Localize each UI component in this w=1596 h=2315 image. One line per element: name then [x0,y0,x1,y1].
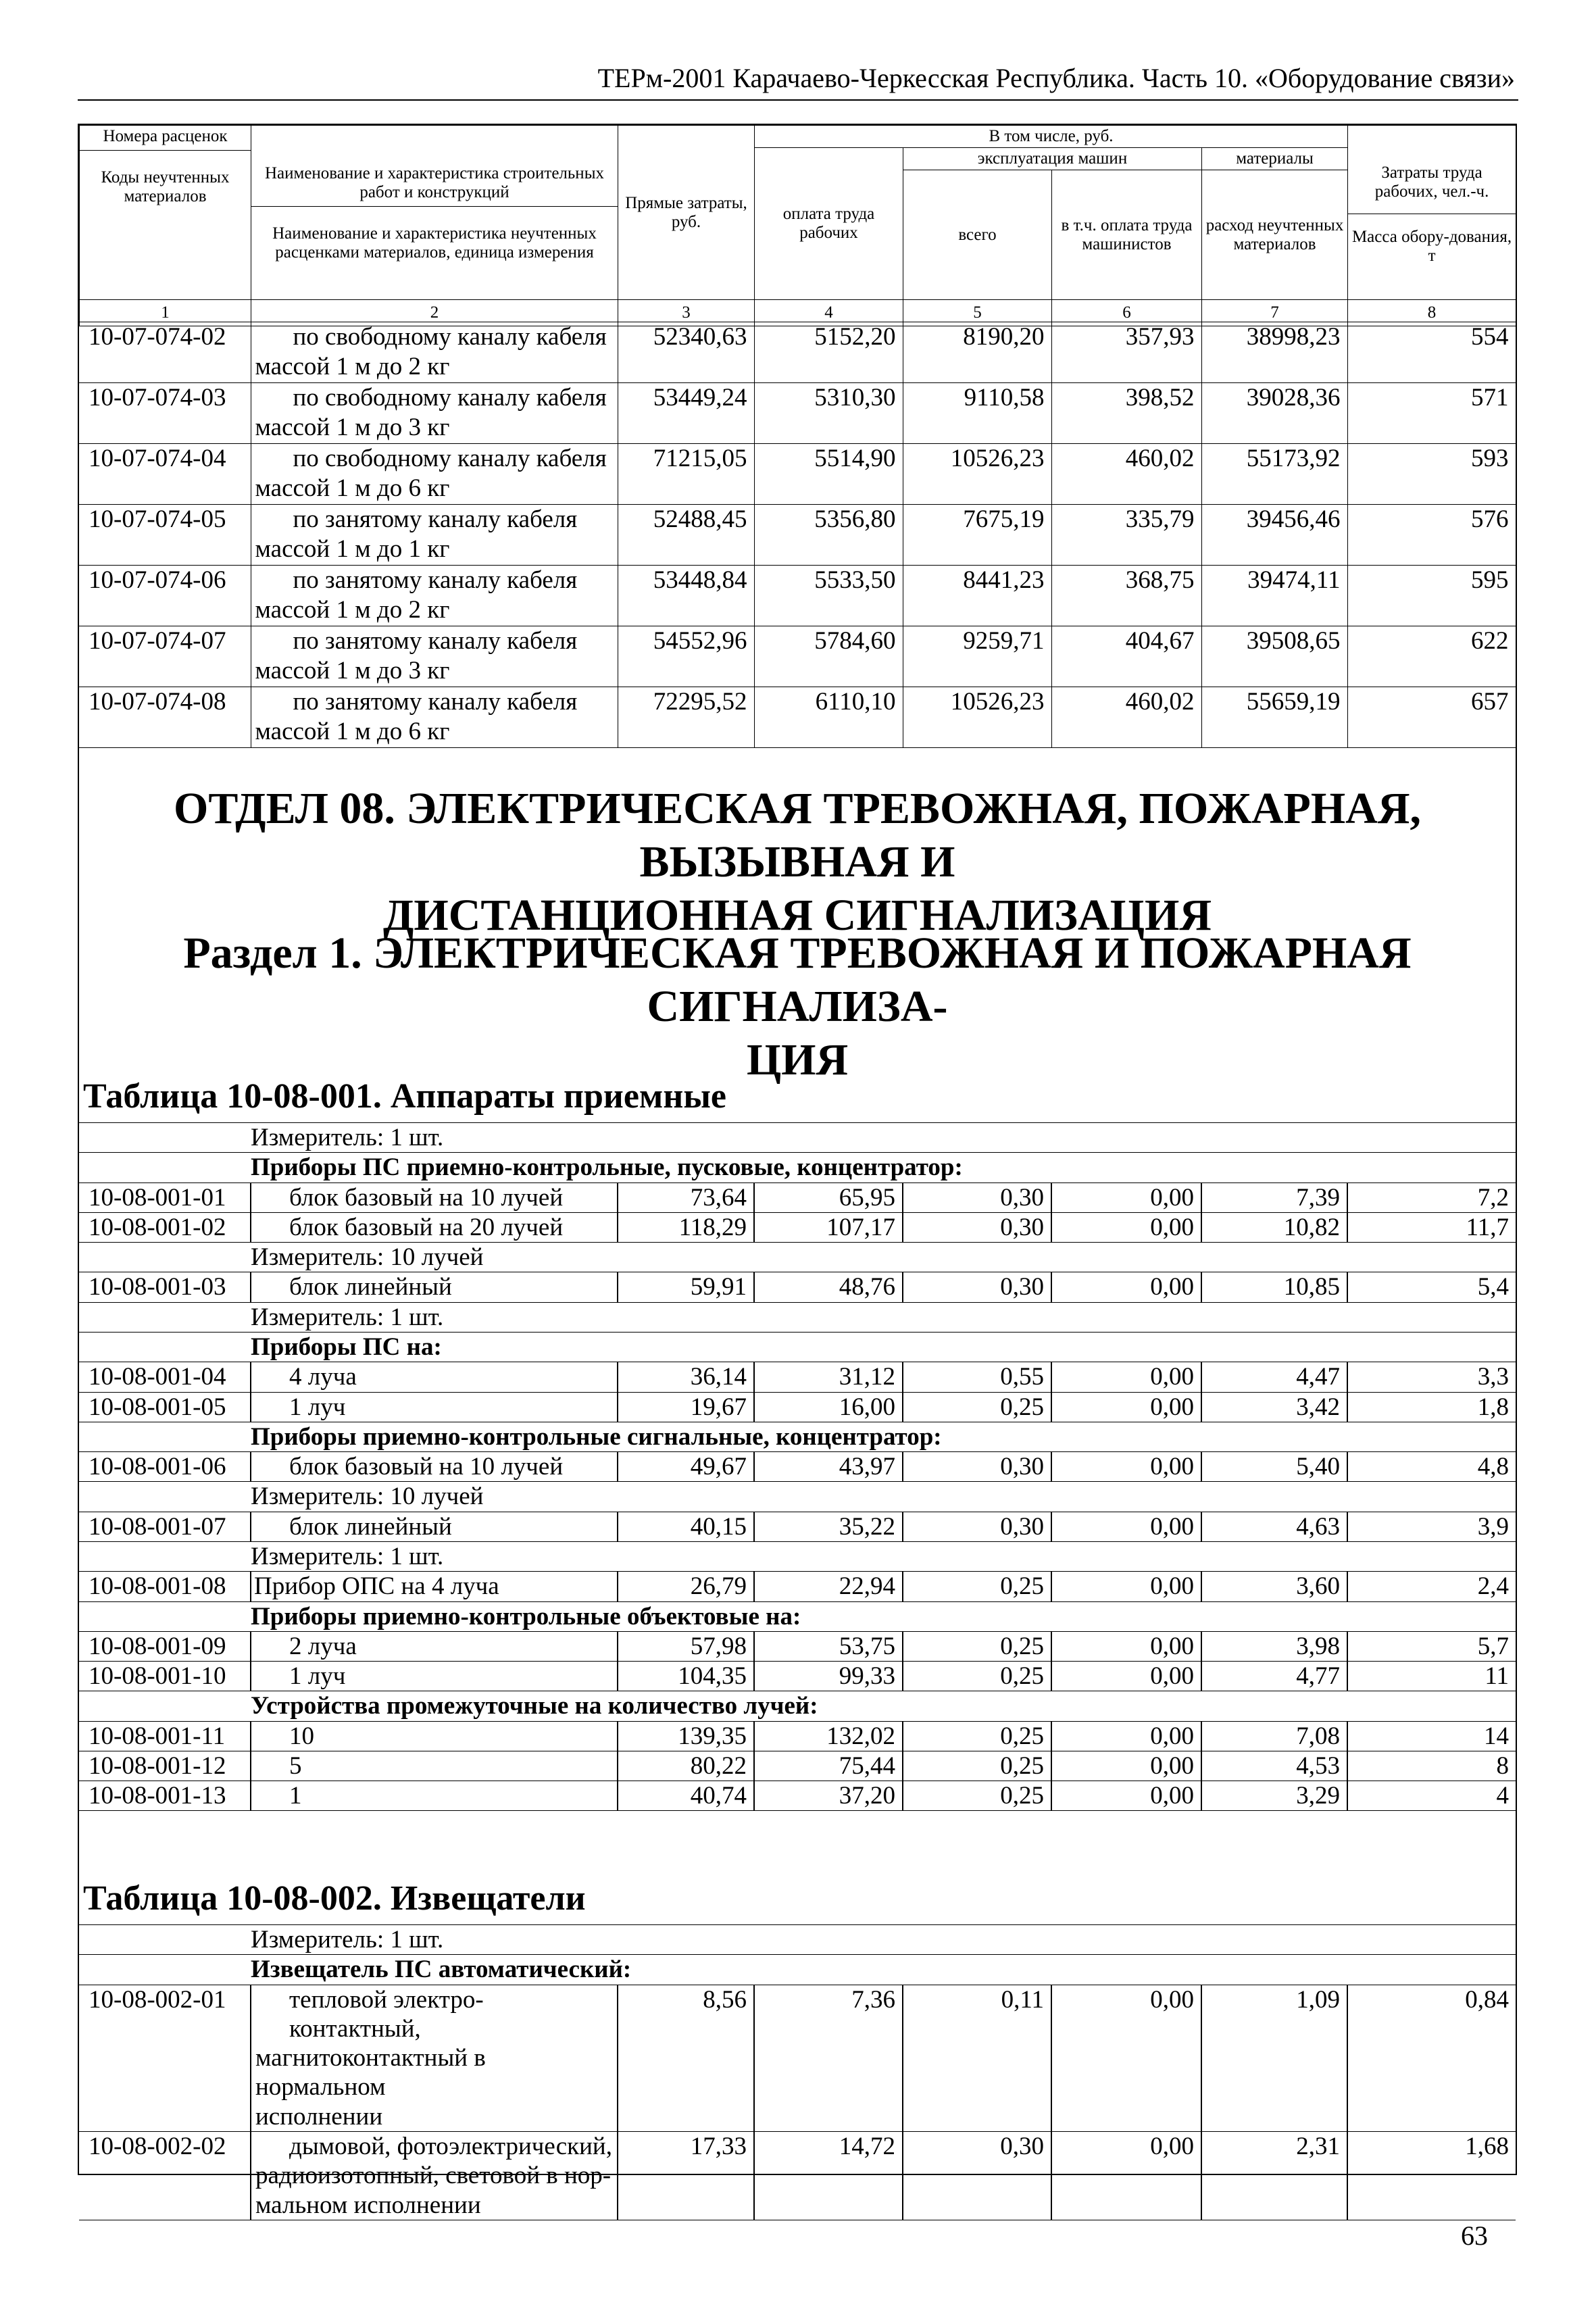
value-cell: 16,00 [754,1392,903,1422]
value-cell: 132,02 [754,1721,903,1751]
value-cell: 6110,10 [754,687,903,748]
value-cell: 99,33 [754,1662,903,1691]
description-line: массой 1 м до 3 кг [255,656,450,684]
column-number-row: 1 2 3 4 5 6 7 8 [80,300,1516,326]
value-cell: 57,98 [618,1631,754,1661]
rate-code: 10-08-001-02 [79,1212,251,1242]
value-cell: 39028,36 [1201,383,1347,444]
group-row [79,1691,1516,1721]
rate-code: 10-07-074-07 [79,626,251,687]
table-row [79,1212,1516,1242]
value-cell: 0,00 [1051,1572,1201,1601]
table-row [79,1662,1516,1691]
description-line: дымовой, фотоэлектрический, [289,2132,612,2160]
col-materials-header: материалы [1202,148,1348,170]
section-title: Раздел 1. ЭЛЕКТРИЧЕСКАЯ ТРЕВОЖНАЯ И ПОЖАРНАЯ СИГНАЛИЗА- ЦИЯ [183,928,1412,1085]
value-cell: 37,20 [754,1781,903,1811]
value-cell: 72295,52 [618,687,754,748]
value-cell: 0,25 [903,1631,1051,1661]
value-cell: 55173,92 [1201,444,1347,505]
description-line: массой 1 м до 6 кг [255,717,450,745]
table-row [79,1362,1516,1392]
rate-description: блок базовый на 10 лучей [251,1183,618,1212]
value-cell: 0,00 [1051,1183,1201,1212]
rate-description: блок базовый на 10 лучей [251,1452,618,1482]
table-row [79,1272,1516,1302]
table-row [79,505,1516,566]
table-row [79,626,1516,687]
rate-description [251,566,618,626]
running-header: ТЕРм-2001 Карачаево-Черкесская Республика. Часть 10. «Оборудование связи» [597,63,1515,93]
value-cell: 0,30 [903,1183,1051,1212]
value-cell: 593 [1347,444,1516,505]
rate-description [251,444,618,505]
rate-description: 1 луч [251,1392,618,1422]
value-cell: 8,56 [618,1985,754,2131]
value-cell: 595 [1347,566,1516,626]
value-cell: 35,22 [754,1512,903,1541]
value-cell: 104,35 [618,1662,754,1691]
value-cell: 55659,19 [1201,687,1347,748]
value-cell: 0,30 [903,1512,1051,1541]
value-cell: 0,30 [903,2131,1051,2220]
rate-code: 10-08-001-08 [79,1572,251,1601]
value-cell: 1,68 [1347,2131,1516,2220]
rate-code: 10-08-001-10 [79,1662,251,1691]
col-including-header: В том числе, руб. [755,126,1348,148]
value-cell: 40,74 [618,1781,754,1811]
value-cell: 0,00 [1051,1272,1201,1302]
value-cell: 139,35 [618,1721,754,1751]
group-heading: Устройства промежуточные на количество лучей: [251,1691,1516,1721]
table-2-title: Таблица 10-08-002. Извещатели [83,1879,586,1918]
rate-description: 4 луча [251,1362,618,1392]
value-cell: 48,76 [754,1272,903,1302]
rate-description: Прибор ОПС на 4 луча [251,1572,618,1601]
description-line: мальном исполнении [255,2191,481,2219]
table-row [79,1985,1516,2131]
rate-description [251,687,618,748]
value-cell: 0,25 [903,1781,1051,1811]
value-cell: 5310,30 [754,383,903,444]
group-heading: Извещатель ПС автоматический: [251,1955,1516,1985]
value-cell: 8 [1347,1751,1516,1781]
rate-code: 10-08-001-05 [79,1392,251,1422]
group-row [79,1482,1516,1512]
description-line: по свободному каналу кабеля [293,323,607,351]
unit-measure: Измеритель: 1 шт. [251,1541,1516,1571]
value-cell: 0,00 [1051,1362,1201,1392]
description-line: массой 1 м до 3 кг [255,413,450,441]
value-cell: 31,12 [754,1362,903,1392]
value-cell: 52340,63 [618,322,754,383]
value-cell: 0,11 [903,1985,1051,2131]
col-codes-header: Номера расценок Коды неучтенных материалов [80,126,251,300]
value-cell: 11,7 [1347,1212,1516,1242]
top-rates-table [79,322,1516,748]
value-cell: 53448,84 [618,566,754,626]
value-cell: 4,63 [1201,1512,1347,1541]
description-line: по свободному каналу кабеля [293,384,607,412]
value-cell: 107,17 [754,1212,903,1242]
value-cell: 71215,05 [618,444,754,505]
value-cell: 10,85 [1201,1272,1347,1302]
value-cell: 0,00 [1051,1452,1201,1482]
value-cell: 398,52 [1051,383,1201,444]
group-row [79,1601,1516,1631]
table-1-title: Таблица 10-08-001. Аппараты приемные [83,1077,726,1116]
value-cell: 3,9 [1347,1512,1516,1541]
col-name-header: Наименование и характеристика строительных работ и конструкций Наименование и характеристика неучтенных расценками материалов, единица измерения [251,126,618,300]
value-cell: 9259,71 [903,626,1051,687]
value-cell: 10,82 [1201,1212,1347,1242]
group-row [79,1332,1516,1362]
value-cell: 8441,23 [903,566,1051,626]
value-cell: 0,30 [903,1452,1051,1482]
table-row [79,444,1516,505]
value-cell: 0,55 [903,1362,1051,1392]
value-cell: 80,22 [618,1751,754,1781]
page-number: 63 [1461,2220,1488,2251]
rate-description: блок линейный [251,1272,618,1302]
rate-description [251,626,618,687]
value-cell: 5514,90 [754,444,903,505]
rate-description [251,383,618,444]
value-cell: 118,29 [618,1212,754,1242]
value-cell: 576 [1347,505,1516,566]
value-cell: 5784,60 [754,626,903,687]
rate-code: 10-07-074-05 [79,505,251,566]
value-cell: 404,67 [1051,626,1201,687]
value-cell: 0,00 [1051,1662,1201,1691]
rate-code: 10-08-001-07 [79,1512,251,1541]
value-cell: 4,47 [1201,1362,1347,1392]
value-cell: 39456,46 [1201,505,1347,566]
col-direct-header: Прямые затраты, руб. [618,126,755,300]
unit-measure: Измеритель: 1 шт. [251,1302,1516,1332]
unit-measure: Измеритель: 10 лучей [251,1243,1516,1272]
value-cell: 4,77 [1201,1662,1347,1691]
value-cell: 0,30 [903,1212,1051,1242]
description-line: по занятому каналу кабеля [293,688,578,716]
rate-description: 10 [251,1721,618,1751]
value-cell: 554 [1347,322,1516,383]
rate-description [251,1985,618,2131]
value-cell: 335,79 [1051,505,1201,566]
rate-code: 10-08-001-01 [79,1183,251,1212]
value-cell: 7,36 [754,1985,903,2131]
value-cell: 1,8 [1347,1392,1516,1422]
value-cell: 36,14 [618,1362,754,1392]
col-machines-header: эксплуатация машин [903,148,1202,170]
rate-description [251,505,618,566]
value-cell: 657 [1347,687,1516,748]
value-cell: 8190,20 [903,322,1051,383]
unit-measure: Измеритель: 10 лучей [251,1482,1516,1512]
unit-measure: Измеритель: 1 шт. [251,1925,1516,1955]
value-cell: 7,2 [1347,1183,1516,1212]
value-cell: 368,75 [1051,566,1201,626]
value-cell: 0,00 [1051,1212,1201,1242]
table-row [79,2131,1516,2220]
description-line: массой 1 м до 6 кг [255,474,450,502]
rate-description: 1 [251,1781,618,1811]
description-line: исполнении [255,2102,383,2131]
rate-code: 10-08-002-01 [79,1985,251,2131]
rate-description [251,322,618,383]
value-cell: 622 [1347,626,1516,687]
group-row [79,1243,1516,1272]
table-row [79,1512,1516,1541]
table-row [79,566,1516,626]
group-row [79,1925,1516,1955]
col-machines-total-header: всего [903,170,1052,300]
group-row [79,1302,1516,1332]
header-rule [78,99,1518,101]
value-cell: 49,67 [618,1452,754,1482]
value-cell: 40,15 [618,1512,754,1541]
department-title: ОТДЕЛ 08. ЭЛЕКТРИЧЕСКАЯ ТРЕВОЖНАЯ, ПОЖАРНАЯ, ВЫЗЫВНАЯ И ДИСТАНЦИОННАЯ СИГНАЛИЗАЦИЯ [173,784,1421,941]
value-cell: 10526,23 [903,687,1051,748]
value-cell: 2,4 [1347,1572,1516,1601]
value-cell: 3,60 [1201,1572,1347,1601]
page-frame [78,124,1517,2219]
rate-code: 10-08-001-06 [79,1452,251,1482]
value-cell: 19,67 [618,1392,754,1422]
description-line: магнитоконтактный в нормальном [255,2044,486,2101]
value-cell: 460,02 [1051,444,1201,505]
table-row [79,1751,1516,1781]
rate-description: блок базовый на 20 лучей [251,1212,618,1242]
rate-description: блок линейный [251,1512,618,1541]
group-heading: Приборы приемно-контрольные сигнальные, концентратор: [251,1422,1516,1451]
value-cell: 14 [1347,1721,1516,1751]
value-cell: 0,00 [1051,1512,1201,1541]
rate-code: 10-08-001-03 [79,1272,251,1302]
value-cell: 53449,24 [618,383,754,444]
description-line: массой 1 м до 1 кг [255,534,450,563]
group-heading: Приборы ПС приемно-контрольные, пусковые, концентратор: [251,1153,1516,1183]
value-cell: 4,8 [1347,1452,1516,1482]
table-row [79,687,1516,748]
value-cell: 52488,45 [618,505,754,566]
value-cell: 0,25 [903,1751,1051,1781]
group-row [79,1123,1516,1153]
rate-code: 10-07-074-06 [79,566,251,626]
table-row [79,1721,1516,1751]
value-cell: 54552,96 [618,626,754,687]
table-2 [79,1924,1516,2220]
value-cell: 0,25 [903,1721,1051,1751]
value-cell: 10526,23 [903,444,1051,505]
value-cell: 4 [1347,1781,1516,1811]
value-cell: 0,00 [1051,1392,1201,1422]
value-cell: 38998,23 [1201,322,1347,383]
rate-description: 2 луча [251,1631,618,1661]
table-row [79,1183,1516,1212]
col-labor-pay-header: оплата труда рабочих [755,148,903,300]
description-line: радиоизотопный, световой в нор- [255,2162,612,2190]
value-cell: 22,94 [754,1572,903,1601]
group-heading: Приборы приемно-контрольные объектовые на: [251,1601,1516,1631]
value-cell: 59,91 [618,1272,754,1302]
value-cell: 43,97 [754,1452,903,1482]
value-cell: 3,42 [1201,1392,1347,1422]
value-cell: 460,02 [1051,687,1201,748]
group-row [79,1955,1516,1985]
col-labor-header: Затраты труда рабочих, чел.-ч. Масса обору-дования, т [1348,126,1516,300]
table-row [79,1631,1516,1661]
value-cell: 3,98 [1201,1631,1347,1661]
value-cell: 357,93 [1051,322,1201,383]
rate-code: 10-08-001-09 [79,1631,251,1661]
value-cell: 2,31 [1201,2131,1347,2220]
value-cell: 39474,11 [1201,566,1347,626]
rate-code: 10-08-001-13 [79,1781,251,1811]
value-cell: 0,25 [903,1572,1051,1601]
value-cell: 0,84 [1347,1985,1516,2131]
rate-code: 10-07-074-08 [79,687,251,748]
group-heading: Приборы ПС на: [251,1332,1516,1362]
value-cell: 0,25 [903,1392,1051,1422]
rate-code: 10-08-001-11 [79,1721,251,1751]
value-cell: 17,33 [618,2131,754,2220]
rate-code: 10-08-001-12 [79,1751,251,1781]
value-cell: 0,30 [903,1272,1051,1302]
value-cell: 26,79 [618,1572,754,1601]
group-row [79,1541,1516,1571]
description-line: массой 1 м до 2 кг [255,595,450,624]
description-line: массой 1 м до 2 кг [255,352,450,380]
value-cell: 3,3 [1347,1362,1516,1392]
value-cell: 0,00 [1051,1721,1201,1751]
col-materials-unaccounted-header: расход неучтенных материалов [1202,170,1348,300]
table-row [79,383,1516,444]
rate-code: 10-07-074-03 [79,383,251,444]
value-cell: 0,00 [1051,1631,1201,1661]
rate-description [251,2131,618,2220]
value-cell: 0,00 [1051,2131,1201,2220]
description-line: по занятому каналу кабеля [293,505,578,533]
value-cell: 0,00 [1051,1781,1201,1811]
description-line: тепловой электро-контактный, [289,1985,484,2043]
rate-code: 10-08-002-02 [79,2131,251,2220]
table-row [79,1452,1516,1482]
value-cell: 4,53 [1201,1751,1347,1781]
value-cell: 3,29 [1201,1781,1347,1811]
table-row [79,322,1516,383]
value-cell: 5356,80 [754,505,903,566]
group-row [79,1422,1516,1451]
rate-code: 10-07-074-04 [79,444,251,505]
description-line: по занятому каналу кабеля [293,566,578,594]
group-row [79,1153,1516,1183]
value-cell: 7,39 [1201,1183,1347,1212]
value-cell: 75,44 [754,1751,903,1781]
value-cell: 5,7 [1347,1631,1516,1661]
table-1 [79,1122,1516,1811]
value-cell: 14,72 [754,2131,903,2220]
rate-code: 10-07-074-02 [79,322,251,383]
value-cell: 53,75 [754,1631,903,1661]
value-cell: 5,40 [1201,1452,1347,1482]
description-line: по свободному каналу кабеля [293,445,607,472]
value-cell: 5152,20 [754,322,903,383]
rate-description: 5 [251,1751,618,1781]
value-cell: 1,09 [1201,1985,1347,2131]
value-cell: 571 [1347,383,1516,444]
value-cell: 7,08 [1201,1721,1347,1751]
value-cell: 73,64 [618,1183,754,1212]
column-header [79,125,1516,326]
table-row [79,1781,1516,1811]
value-cell: 0,00 [1051,1751,1201,1781]
value-cell: 65,95 [754,1183,903,1212]
col-machinist-pay-header: в т.ч. оплата труда машинистов [1052,170,1202,300]
description-line: по занятому каналу кабеля [293,627,578,655]
value-cell: 39508,65 [1201,626,1347,687]
value-cell: 0,25 [903,1662,1051,1691]
value-cell: 11 [1347,1662,1516,1691]
value-cell: 7675,19 [903,505,1051,566]
value-cell: 5,4 [1347,1272,1516,1302]
rate-code: 10-08-001-04 [79,1362,251,1392]
value-cell: 5533,50 [754,566,903,626]
value-cell: 0,00 [1051,1985,1201,2131]
unit-measure: Измеритель: 1 шт. [251,1123,1516,1153]
rate-description: 1 луч [251,1662,618,1691]
table-row [79,1572,1516,1601]
value-cell: 9110,58 [903,383,1051,444]
table-row [79,1392,1516,1422]
